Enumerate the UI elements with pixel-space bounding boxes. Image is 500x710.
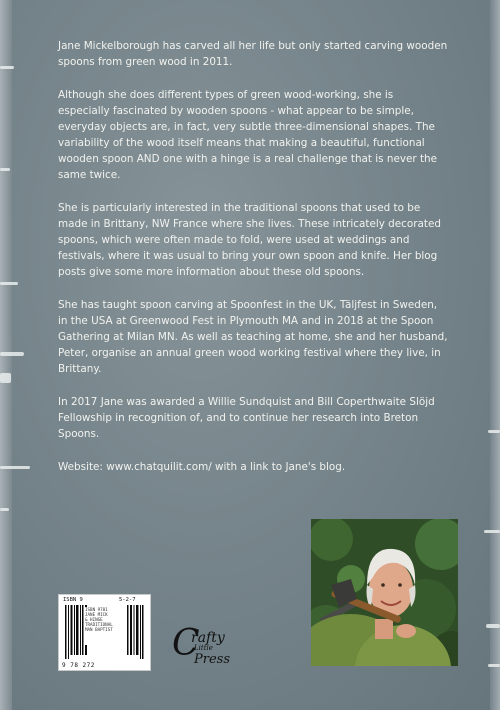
isbn-barcode	[58, 594, 151, 671]
wear-mark	[0, 282, 18, 285]
sticker-line: JANE MICK	[85, 612, 108, 617]
publisher-initial: C	[172, 623, 200, 664]
wear-mark	[0, 168, 10, 171]
wear-mark	[486, 624, 500, 628]
sticker-line: & HINGE	[85, 617, 103, 622]
wear-mark	[0, 352, 24, 356]
sticker-line: TRADITIONAL	[85, 622, 113, 627]
publisher-logo	[172, 623, 242, 670]
isbn-label: ISBN 9	[63, 597, 83, 603]
wear-mark	[0, 466, 30, 469]
sticker-line: ISBN 9781	[85, 607, 108, 612]
wear-mark	[484, 530, 500, 533]
bio-paragraph: She is particularly interested in the traditional spoons that used to be made in Brittany, NW France where she lives. These intricately decorated spoons, which were often made to fold, were used at weddings and festivals, where it was usual to bring your own spoon and knife. Her blog posts give some more information about these old spoons.	[58, 202, 441, 278]
publisher-word-press: Press	[194, 652, 230, 667]
isbn-label-end: 5-2-7	[119, 597, 136, 603]
bio-paragraph: Although she does different types of green wood-working, she is especially fascinated by wooden spoons - what appear to be simple, everyday objects are, in fact, very subtle three-dimensional shapes. The variability of the wood itself means that making a beautiful, functional wooden spoon AND one with a hinge is a real challenge that is never the same twice.	[58, 89, 438, 181]
publisher-word-little: Little	[194, 644, 213, 652]
cover-right-edge	[490, 0, 500, 710]
website-line: Website: www.chatquilit.com/ with a link to Jane's blog.	[58, 461, 346, 473]
bio-paragraph: Jane Mickelborough has carved all her life but only started carving wooden spoons from green wood in 2011.	[58, 40, 448, 68]
sticker-line: MAN BAPTIST	[85, 627, 113, 632]
wear-mark	[0, 66, 14, 69]
bio-paragraph: She has taught spoon carving at Spoonfest in the UK, Täljfest in Sweden, in the USA at Greenwood Fest in Plymouth MA and in 2018 at the Spoon Gathering at Milan MN. As well as teaching at home, she and her husband, Peter, organise an annual green wood working festival where they live, in Brittany.	[58, 299, 448, 375]
author-photo	[311, 519, 458, 666]
barcode-digits: 9 78 272	[62, 662, 95, 669]
wear-mark	[488, 664, 500, 667]
author-photo-illustration	[311, 519, 458, 666]
wear-mark	[0, 508, 9, 511]
wear-mark	[0, 373, 11, 383]
author-bio	[58, 38, 448, 492]
wear-mark	[488, 430, 500, 433]
barcode-sticker	[85, 607, 125, 645]
bio-paragraph: In 2017 Jane was awarded a Willie Sundquist and Bill Coperthwaite Slöjd Fellowship in recognition of, and to continue her research into Breton Spoons.	[58, 396, 435, 440]
publisher-word-crafty: rafty	[191, 630, 225, 646]
